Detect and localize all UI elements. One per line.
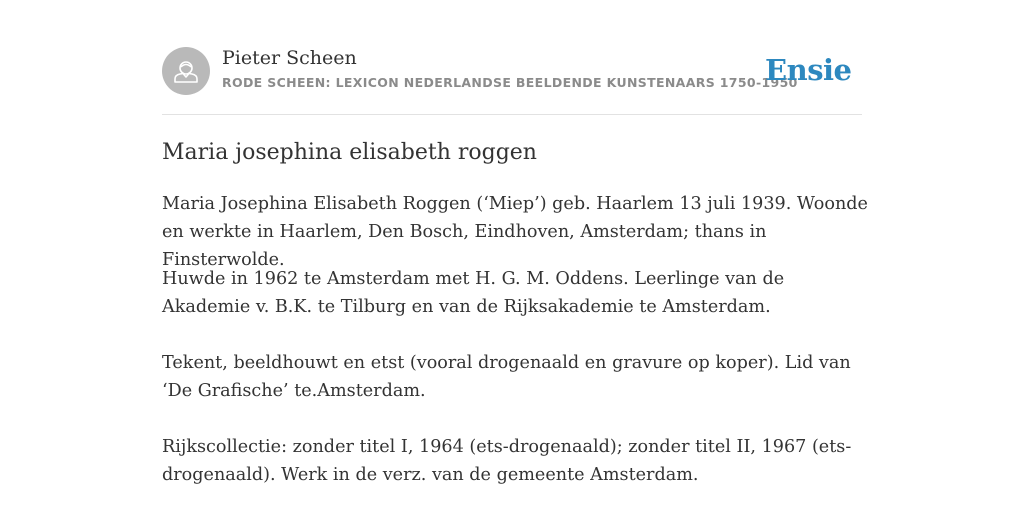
author-header — [162, 46, 862, 115]
user-icon — [162, 47, 210, 95]
article-paragraph-2: Huwde in 1962 te Amsterdam met H. G. M. Oddens. Leerlinge van de Akademie v. B.K. te Tilburg en van de Rijksakademie te Amsterdam. — [162, 269, 785, 317]
article-title: Maria josephina elisabeth roggen — [162, 140, 537, 165]
author-name[interactable]: Pieter Scheen — [222, 47, 357, 69]
ensie-logo[interactable]: Ensie — [765, 53, 852, 87]
article-paragraph-1: Maria Josephina Elisabeth Roggen (‘Miep’) geb. Haarlem 13 juli 1939. Woonde en werkte in Haarlem, Den Bosch, Eindhoven, Amsterdam; thans in Finsterwolde. — [162, 194, 868, 270]
source-title[interactable]: RODE SCHEEN: LEXICON NEDERLANDSE BEELDENDE KUNSTENAARS 1750-1950 — [222, 75, 798, 90]
article-paragraph-3: Tekent, beeldhouwt en etst (vooral drogenaald en gravure op koper). Lid van ‘De Grafische’ te.Amsterdam. — [162, 353, 851, 401]
article-paragraph-4: Rijkscollectie: zonder titel I, 1964 (ets-drogenaald); zonder titel II, 1967 (ets-drogenaald). Werk in de verz. van de gemeente Amsterdam. — [162, 437, 852, 485]
author-avatar[interactable] — [162, 47, 210, 95]
